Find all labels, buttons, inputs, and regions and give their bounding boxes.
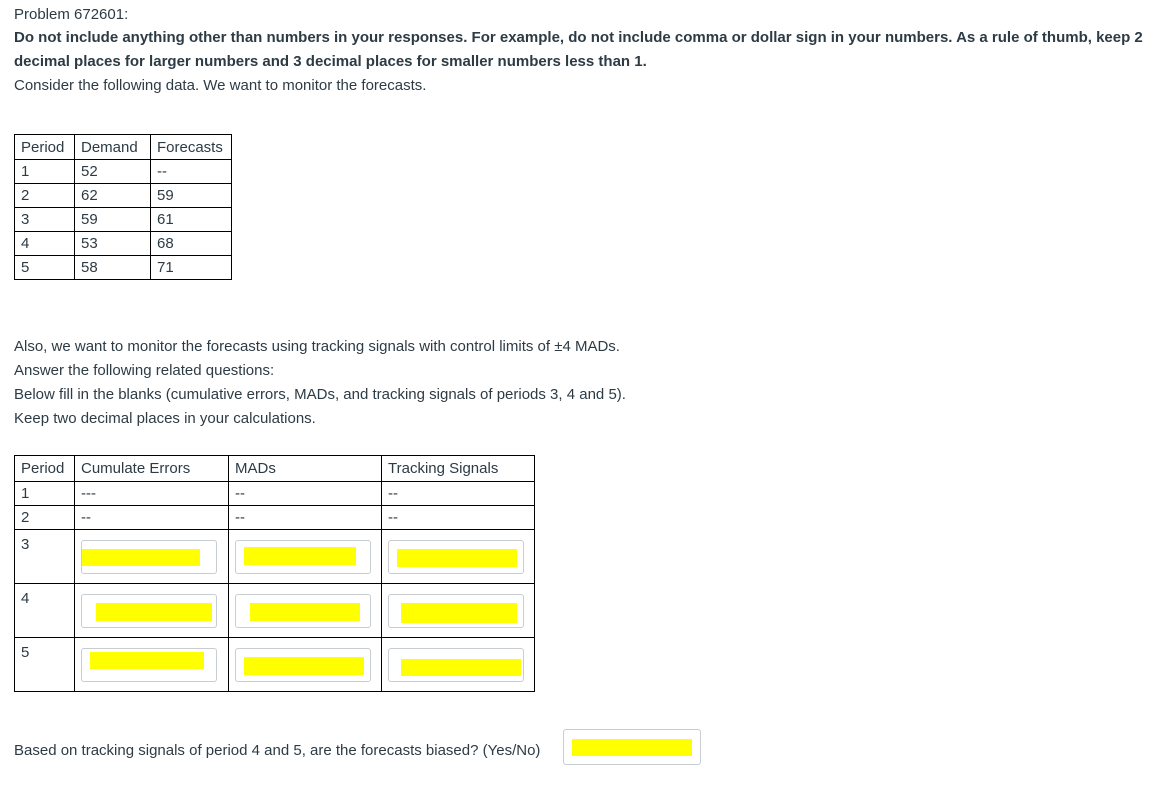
cell-period: 4 [15,584,75,638]
cell-tracking-signal: -- [382,482,535,506]
table-row [15,232,232,256]
header-mads: MADs [229,456,382,482]
tracking-signal-input-p3[interactable] [388,540,524,574]
header-period: Period [15,456,75,482]
fill-blanks-text: Below fill in the blanks (cumulative errors, MADs, and tracking signals of periods 3, 4 and 5). [14,386,626,403]
table-row [15,208,232,232]
header-tracking-signals: Tracking Signals [382,456,535,482]
highlight-mark [90,652,204,669]
tracking-signal-input-p4[interactable] [388,594,524,628]
cell-period: 2 [15,506,75,530]
cell-demand: 53 [75,232,151,256]
cell-period: 1 [15,482,75,506]
cumulate-error-input-p3[interactable] [81,540,217,574]
cell-forecast: 68 [151,232,232,256]
cell-forecast: 59 [151,184,232,208]
cell-tracking-signal: -- [382,506,535,530]
table-header-row [15,456,535,482]
cumulate-error-input-p4[interactable] [81,594,217,628]
highlight-mark [82,549,200,566]
tracking-signal-table [14,455,535,692]
highlight-mark [401,659,521,676]
problem-title: Problem 672601: [14,6,129,23]
bias-answer-input[interactable] [563,729,701,765]
table-row [15,184,232,208]
table-row [15,584,535,638]
highlight-mark [397,549,517,567]
cell-mad: -- [229,482,382,506]
instruction-line-2: decimal places for larger numbers and 3 decimal places for smaller numbers less than 1. [14,53,647,70]
tracking-signal-input-p5[interactable] [388,648,524,682]
table-row [15,256,232,280]
instruction-line-1: Do not include anything other than numbers in your responses. For example, do not include comma or dollar sign in your numbers. As a rule of thumb, keep 2 [14,29,1143,46]
highlight-mark [250,603,360,621]
mad-input-p3[interactable] [235,540,371,574]
table-row [15,638,535,692]
decimal-note-text: Keep two decimal places in your calculations. [14,410,316,427]
header-forecasts: Forecasts [151,135,232,160]
cell-period: 3 [15,530,75,584]
table-row [15,482,535,506]
cell-period: 5 [15,256,75,280]
header-demand: Demand [75,135,151,160]
control-limits-text: Also, we want to monitor the forecasts using tracking signals with control limits of ±4 MADs. [14,338,620,355]
cell-forecast: 61 [151,208,232,232]
table-row [15,530,535,584]
cell-demand: 62 [75,184,151,208]
answer-prompt-text: Answer the following related questions: [14,362,275,379]
cell-demand: 58 [75,256,151,280]
cell-demand: 52 [75,160,151,184]
cell-mad: -- [229,506,382,530]
cell-forecast: -- [151,160,232,184]
highlight-mark [244,657,364,675]
cumulate-error-input-p5[interactable] [81,648,217,682]
cell-cumulate-error: -- [75,506,229,530]
cell-period: 1 [15,160,75,184]
highlight-mark [572,739,692,756]
table-header-row [15,135,232,160]
table-row [15,160,232,184]
mad-input-p4[interactable] [235,594,371,628]
intro-text: Consider the following data. We want to monitor the forecasts. [14,77,427,94]
header-cumulate-errors: Cumulate Errors [75,456,229,482]
table-row [15,506,535,530]
cell-demand: 59 [75,208,151,232]
highlight-mark [244,547,356,565]
demand-forecast-table [14,134,232,280]
mad-input-p5[interactable] [235,648,371,682]
cell-forecast: 71 [151,256,232,280]
cell-period: 4 [15,232,75,256]
header-period: Period [15,135,75,160]
cell-period: 3 [15,208,75,232]
highlight-mark [401,603,517,623]
cell-period: 5 [15,638,75,692]
cell-cumulate-error: --- [75,482,229,506]
cell-period: 2 [15,184,75,208]
highlight-mark [96,603,212,621]
bias-question: Based on tracking signals of period 4 and 5, are the forecasts biased? (Yes/No) [14,742,541,759]
